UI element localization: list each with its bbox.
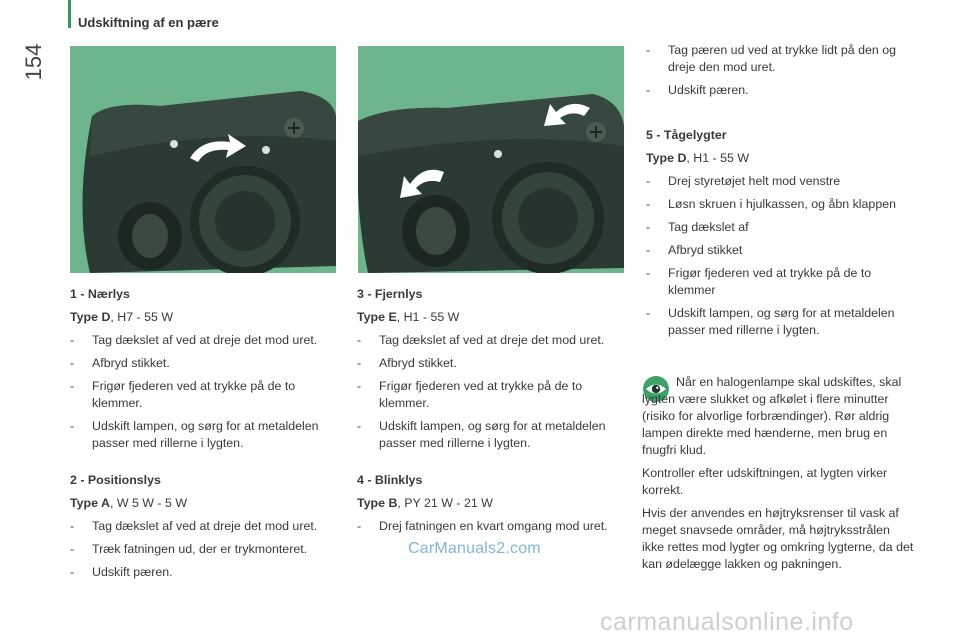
bulb-type bbox=[357, 309, 627, 326]
step-list bbox=[70, 518, 340, 581]
bulb-type-value: , H1 - 55 W bbox=[396, 310, 460, 324]
bulb-type bbox=[357, 495, 627, 512]
watermark-carmanuals2: CarManuals2.com bbox=[408, 540, 541, 557]
accent-bar bbox=[68, 0, 71, 28]
section-title: 1 - Nærlys bbox=[70, 287, 130, 301]
section-title: 4 - Blinklys bbox=[357, 473, 423, 487]
page-number: 154 bbox=[21, 43, 46, 81]
bulb-type-label: Type E bbox=[357, 310, 397, 324]
list-item: - Træk fatningen ud, der er trykmonteret. bbox=[70, 541, 340, 558]
note-paragraph: Hvis der anvendes en højtryksrenser til vask af meget snavsede områder, må højtryksstrålen ikke rettes mod lygter og omkring lygterne, da det kan ødelægge lakken og pakningen. bbox=[642, 506, 914, 571]
bulb-type bbox=[646, 150, 916, 167]
bulb-type-value: , H1 - 55 W bbox=[686, 151, 750, 165]
watermark-carmanualsonline: carmanualsonline.info bbox=[600, 608, 854, 636]
bulb-type bbox=[70, 309, 340, 326]
column-right bbox=[646, 42, 916, 345]
list-item: - Udskift pæren. bbox=[646, 82, 916, 99]
list-item: - Drej styretøjet helt mod venstre bbox=[646, 173, 916, 190]
column-left bbox=[70, 286, 340, 587]
list-item: - Udskift lampen, og sørg for at metaldelen passer med rillerne i lygten. bbox=[70, 418, 340, 452]
list-item: - Afbryd stikket. bbox=[357, 355, 627, 372]
page-title: Udskiftning af en pære bbox=[78, 15, 219, 30]
bulb-type-label: Type D bbox=[646, 151, 687, 165]
section-title: 5 - Tågelygter bbox=[646, 128, 727, 142]
bulb-type bbox=[70, 495, 340, 512]
list-item: - Frigør fjederen ved at trykke på de to klemmer bbox=[646, 265, 916, 299]
bulb-type-label: Type D bbox=[70, 310, 111, 324]
list-item: - Afbryd stikket. bbox=[70, 355, 340, 372]
bulb-type-label: Type B bbox=[357, 496, 398, 510]
bulb-type-value: , H7 - 55 W bbox=[110, 310, 174, 324]
headlamp-photo-middle bbox=[358, 46, 624, 273]
list-item: - Frigør fjederen ved at trykke på de to klemmer. bbox=[70, 378, 340, 412]
list-item: - Udskift pæren. bbox=[70, 564, 340, 581]
list-item: - Tag pæren ud ved at trykke lidt på den og dreje den mod uret. bbox=[646, 42, 916, 76]
step-list bbox=[646, 42, 916, 99]
list-item: - Tag dækslet af ved at dreje det mod uret. bbox=[70, 332, 340, 349]
note-paragraph: Når en halogenlampe skal udskiftes, skal lygten være slukket og afkølet i flere minutter (risiko for alvorlige forbrændinger). Rør aldrig lampen direkte med hænderne, men brug en fnugfri klud. bbox=[642, 375, 902, 457]
list-item: - Frigør fjederen ved at trykke på de to klemmer. bbox=[357, 378, 627, 412]
list-item: - Drej fatningen en kvart omgang mod uret. bbox=[357, 518, 627, 535]
step-list bbox=[357, 518, 627, 535]
note-paragraph: Kontroller efter udskiftningen, at lygten virker korrekt. bbox=[642, 466, 888, 497]
headlamp-photo-left bbox=[70, 46, 336, 273]
step-list bbox=[357, 332, 627, 452]
bulb-type-value: , W 5 W - 5 W bbox=[109, 496, 188, 510]
list-item: - Udskift lampen, og sørg for at metaldelen passer med rillerne i lygten. bbox=[646, 305, 916, 339]
bulb-type-label: Type A bbox=[70, 496, 110, 510]
list-item: - Udskift lampen, og sørg for at metaldelen passer med rillerne i lygten. bbox=[357, 418, 627, 452]
list-item: - Afbryd stikket bbox=[646, 242, 916, 259]
section-title: 3 - Fjernlys bbox=[357, 287, 423, 301]
step-list bbox=[646, 173, 916, 339]
bulb-type-value: , PY 21 W - 21 W bbox=[397, 496, 493, 510]
column-middle bbox=[357, 286, 627, 541]
section-title: 2 - Positionslys bbox=[70, 473, 161, 487]
step-list bbox=[70, 332, 340, 452]
list-item: - Tag dækslet af ved at dreje det mod uret. bbox=[70, 518, 340, 535]
list-item: - Løsn skruen i hjulkassen, og åbn klappen bbox=[646, 196, 916, 213]
list-item: - Tag dækslet af bbox=[646, 219, 916, 236]
warning-note bbox=[642, 374, 914, 579]
list-item: - Tag dækslet af ved at dreje det mod uret. bbox=[357, 332, 627, 349]
